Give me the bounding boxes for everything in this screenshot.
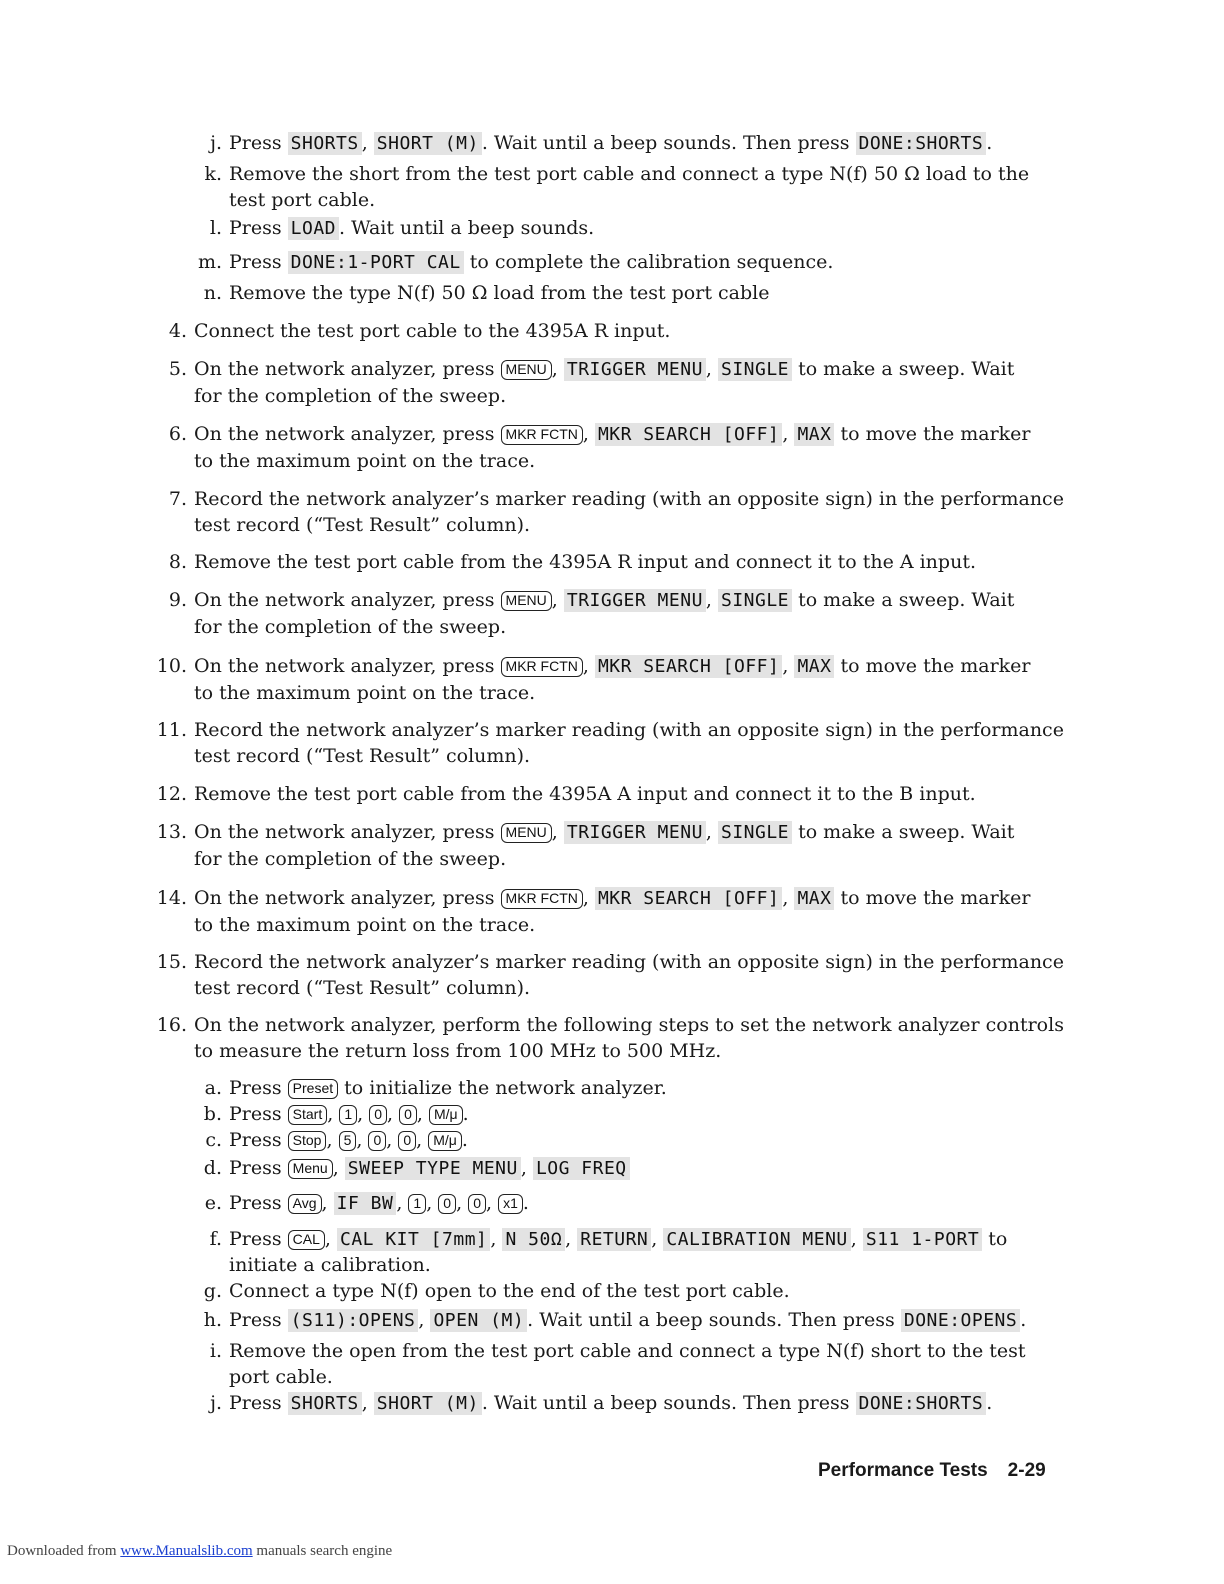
text-run: , bbox=[490, 1228, 503, 1250]
text-run: , bbox=[386, 1129, 399, 1151]
step-text-line bbox=[229, 188, 375, 212]
text-run: Press bbox=[229, 1077, 288, 1099]
softkey-label: TRIGGER MENU bbox=[564, 589, 706, 612]
hardkey-label: MENU bbox=[501, 591, 552, 611]
download-prefix: Downloaded from bbox=[7, 1543, 121, 1559]
softkey-label: N 50Ω bbox=[502, 1228, 565, 1251]
text-run: , bbox=[387, 1103, 400, 1125]
softkey-label: SINGLE bbox=[718, 821, 792, 844]
text-run: initiate a calibration. bbox=[229, 1254, 431, 1276]
text-run: Record the network analyzer’s marker reading (with an opposite sign) in the performance bbox=[194, 951, 1064, 973]
text-run: , bbox=[361, 132, 374, 154]
step-text-line bbox=[194, 588, 1014, 613]
step-label: h. bbox=[203, 1309, 222, 1331]
text-run: , bbox=[416, 1103, 429, 1125]
hardkey-label: Preset bbox=[288, 1079, 338, 1099]
step-text-line bbox=[229, 1339, 1026, 1363]
text-run: Press bbox=[229, 1157, 288, 1179]
text-run: Remove the open from the test port cable and connect a type N(f) short to the test bbox=[229, 1340, 1026, 1362]
text-run: Connect a type N(f) open to the end of the test port cable. bbox=[229, 1280, 790, 1302]
step-label: 9. bbox=[168, 589, 187, 611]
step-text-line bbox=[229, 1128, 468, 1152]
text-run: , bbox=[321, 1192, 334, 1214]
step-label: k. bbox=[204, 163, 222, 185]
text-run: . Wait until a beep sounds. Then press bbox=[527, 1309, 901, 1331]
text-run: for the completion of the sweep. bbox=[194, 385, 507, 407]
softkey-label: S11 1-PORT bbox=[863, 1228, 982, 1251]
text-run: Remove the test port cable from the 4395A A input and connect it to the B input. bbox=[194, 783, 976, 805]
step-label: 10. bbox=[156, 655, 187, 677]
text-run: Press bbox=[229, 1103, 288, 1125]
text-run: On the network analyzer, press bbox=[194, 821, 501, 843]
step-text-line bbox=[194, 718, 1064, 742]
step-text-line bbox=[229, 216, 594, 241]
text-run: , bbox=[326, 1129, 339, 1151]
text-run: for the completion of the sweep. bbox=[194, 616, 507, 638]
text-run: to complete the calibration sequence. bbox=[463, 251, 834, 273]
text-run: , bbox=[396, 1192, 409, 1214]
page-number: 2-29 bbox=[1007, 1460, 1046, 1481]
step-text-line bbox=[194, 950, 1064, 974]
text-run: , bbox=[520, 1157, 533, 1179]
text-run: , bbox=[705, 589, 718, 611]
text-run: . Wait until a beep sounds. Then press bbox=[481, 1392, 856, 1414]
text-run: , bbox=[324, 1228, 337, 1250]
softkey-label: LOG FREQ bbox=[533, 1157, 630, 1180]
text-run: Press bbox=[229, 1309, 288, 1331]
text-run: . bbox=[1020, 1309, 1027, 1331]
hardkey-label: 5 bbox=[339, 1131, 357, 1151]
step-label: n. bbox=[203, 282, 222, 304]
step-text-line bbox=[194, 1013, 1064, 1037]
text-run: , bbox=[327, 1103, 340, 1125]
download-notice bbox=[7, 1543, 392, 1560]
text-run: , bbox=[651, 1228, 664, 1250]
text-run: Press bbox=[229, 1192, 288, 1214]
step-text-line bbox=[229, 250, 833, 275]
text-run: to the maximum point on the trace. bbox=[194, 450, 536, 472]
step-text-line bbox=[194, 513, 530, 537]
text-run: Press bbox=[229, 1228, 288, 1250]
softkey-label: DONE:1-PORT CAL bbox=[288, 251, 464, 274]
text-run: , bbox=[782, 887, 795, 909]
step-text-line bbox=[229, 1308, 1026, 1333]
softkey-label: DONE:SHORTS bbox=[856, 1392, 987, 1415]
step-text-line bbox=[229, 1253, 431, 1277]
softkey-label: SHORT (M) bbox=[374, 132, 482, 155]
text-run: , bbox=[356, 1129, 369, 1151]
step-label: 16. bbox=[156, 1014, 187, 1036]
hardkey-label: M/μ bbox=[429, 1105, 463, 1125]
softkey-label: SHORTS bbox=[288, 132, 362, 155]
text-run: , bbox=[456, 1192, 469, 1214]
text-run: to make a sweep. Wait bbox=[792, 589, 1015, 611]
text-run: . bbox=[461, 1129, 468, 1151]
step-text-line bbox=[229, 1191, 529, 1216]
step-text-line bbox=[229, 1156, 630, 1181]
softkey-label: MKR SEARCH [OFF] bbox=[595, 423, 782, 446]
step-text-line bbox=[194, 615, 506, 639]
softkey-label: (S11):OPENS bbox=[288, 1309, 419, 1332]
text-run: , bbox=[582, 655, 595, 677]
text-run: On the network analyzer, press bbox=[194, 655, 501, 677]
hardkey-label: 1 bbox=[408, 1194, 426, 1214]
text-run: On the network analyzer, perform the following steps to set the network analyzer controls bbox=[194, 1014, 1064, 1036]
step-label: e. bbox=[204, 1192, 222, 1214]
text-run: to make a sweep. Wait bbox=[792, 821, 1015, 843]
text-run: . Wait until a beep sounds. Then press bbox=[481, 132, 856, 154]
hardkey-label: MENU bbox=[501, 360, 552, 380]
text-run: , bbox=[416, 1129, 429, 1151]
step-label: g. bbox=[203, 1280, 222, 1302]
text-run: test record (“Test Result” column). bbox=[194, 514, 531, 536]
text-run: On the network analyzer, press bbox=[194, 589, 501, 611]
step-text-line bbox=[194, 384, 506, 408]
text-run: to initialize the network analyzer. bbox=[338, 1077, 667, 1099]
manualslib-link[interactable]: www.Manualslib.com bbox=[120, 1543, 253, 1559]
step-label: 4. bbox=[168, 320, 187, 342]
step-text-line bbox=[194, 886, 1031, 911]
hardkey-label: 0 bbox=[368, 1131, 386, 1151]
step-label: l. bbox=[209, 217, 222, 239]
text-run: to move the marker bbox=[834, 655, 1031, 677]
text-run: to move the marker bbox=[834, 423, 1031, 445]
softkey-label: SINGLE bbox=[718, 358, 792, 381]
text-run: , bbox=[485, 1192, 499, 1214]
hardkey-label: 0 bbox=[468, 1194, 486, 1214]
text-run: , bbox=[565, 1228, 578, 1250]
footer-section-title: Performance Tests bbox=[818, 1460, 988, 1481]
step-text-line bbox=[229, 281, 769, 305]
softkey-label: IF BW bbox=[334, 1192, 397, 1215]
text-run: , bbox=[551, 358, 564, 380]
text-run: Press bbox=[229, 1392, 288, 1414]
softkey-label: SHORT (M) bbox=[374, 1392, 482, 1415]
step-text-line bbox=[229, 1279, 790, 1303]
text-run: test record (“Test Result” column). bbox=[194, 745, 531, 767]
text-run: , bbox=[361, 1392, 374, 1414]
text-run: , bbox=[426, 1192, 439, 1214]
softkey-label: TRIGGER MENU bbox=[564, 358, 706, 381]
text-run: to move the marker bbox=[834, 887, 1031, 909]
step-text-line bbox=[229, 1076, 667, 1100]
download-suffix: manuals search engine bbox=[252, 1543, 393, 1559]
softkey-label: MKR SEARCH [OFF] bbox=[595, 887, 782, 910]
step-label: 12. bbox=[156, 783, 187, 805]
step-label: 5. bbox=[168, 358, 187, 380]
hardkey-label: Avg bbox=[288, 1194, 322, 1214]
text-run: Remove the test port cable from the 4395A R input and connect it to the A input. bbox=[194, 551, 976, 573]
text-run: On the network analyzer, press bbox=[194, 423, 501, 445]
softkey-label: MKR SEARCH [OFF] bbox=[595, 655, 782, 678]
softkey-label: SHORTS bbox=[288, 1392, 362, 1415]
step-label: 15. bbox=[156, 951, 187, 973]
hardkey-label: MKR FCTN bbox=[501, 657, 583, 677]
text-run: , bbox=[582, 887, 595, 909]
hardkey-label: Start bbox=[288, 1105, 328, 1125]
hardkey-label: MENU bbox=[501, 823, 552, 843]
step-text-line bbox=[194, 820, 1014, 845]
step-text-line bbox=[194, 357, 1014, 382]
step-label: a. bbox=[204, 1077, 222, 1099]
step-label: 8. bbox=[168, 551, 187, 573]
text-run: to bbox=[982, 1228, 1008, 1250]
step-text-line bbox=[229, 1102, 469, 1126]
text-run: port cable. bbox=[229, 1366, 333, 1388]
text-run: , bbox=[582, 423, 595, 445]
text-run: . bbox=[462, 1103, 469, 1125]
text-run: . Wait until a beep sounds. bbox=[339, 217, 595, 239]
hardkey-label: 0 bbox=[399, 1105, 417, 1125]
step-label: b. bbox=[203, 1103, 222, 1125]
text-run: , bbox=[357, 1103, 370, 1125]
text-run: , bbox=[705, 358, 718, 380]
hardkey-label: Stop bbox=[288, 1131, 327, 1151]
text-run: Remove the short from the test port cable and connect a type N(f) 50 Ω load to the bbox=[229, 163, 1030, 185]
softkey-label: DONE:OPENS bbox=[901, 1309, 1020, 1332]
step-text-line bbox=[194, 1039, 721, 1063]
softkey-label: SINGLE bbox=[718, 589, 792, 612]
step-text-line bbox=[229, 1365, 333, 1389]
step-label: j. bbox=[210, 1392, 222, 1414]
softkey-label: OPEN (M) bbox=[430, 1309, 527, 1332]
step-label: 14. bbox=[156, 887, 187, 909]
step-label: c. bbox=[205, 1129, 222, 1151]
hardkey-label: 0 bbox=[438, 1194, 456, 1214]
step-text-line bbox=[194, 847, 506, 871]
text-run: to the maximum point on the trace. bbox=[194, 914, 536, 936]
text-run: , bbox=[782, 423, 795, 445]
step-label: 7. bbox=[168, 488, 187, 510]
text-run: Record the network analyzer’s marker reading (with an opposite sign) in the performance bbox=[194, 719, 1064, 741]
text-run: to measure the return loss from 100 MHz to 500 MHz. bbox=[194, 1040, 722, 1062]
hardkey-label: Menu bbox=[288, 1159, 333, 1179]
text-run: , bbox=[418, 1309, 431, 1331]
text-run: , bbox=[332, 1157, 345, 1179]
text-run: , bbox=[850, 1228, 863, 1250]
text-run: , bbox=[782, 655, 795, 677]
step-text-line bbox=[229, 162, 1029, 186]
softkey-label: SWEEP TYPE MENU bbox=[345, 1157, 521, 1180]
hardkey-label: x1 bbox=[498, 1194, 523, 1214]
step-text-line bbox=[194, 654, 1031, 679]
step-text-line bbox=[194, 422, 1031, 447]
softkey-label: MAX bbox=[794, 887, 834, 910]
step-text-line bbox=[194, 913, 535, 937]
hardkey-label: 0 bbox=[398, 1131, 416, 1151]
text-run: . bbox=[986, 1392, 993, 1414]
text-run: Press bbox=[229, 132, 288, 154]
text-run: Record the network analyzer’s marker reading (with an opposite sign) in the performance bbox=[194, 488, 1064, 510]
step-text-line bbox=[194, 681, 535, 705]
hardkey-label: 1 bbox=[339, 1105, 357, 1125]
step-text-line bbox=[229, 1391, 992, 1416]
step-label: 11. bbox=[156, 719, 187, 741]
text-run: On the network analyzer, press bbox=[194, 887, 501, 909]
step-text-line bbox=[194, 449, 535, 473]
step-text-line bbox=[194, 976, 530, 1000]
hardkey-label: MKR FCTN bbox=[501, 425, 583, 445]
step-text-line bbox=[194, 744, 530, 768]
text-run: test record (“Test Result” column). bbox=[194, 977, 531, 999]
softkey-label: DONE:SHORTS bbox=[856, 132, 987, 155]
softkey-label: MAX bbox=[794, 423, 834, 446]
hardkey-label: M/μ bbox=[428, 1131, 462, 1151]
softkey-label: TRIGGER MENU bbox=[564, 821, 706, 844]
step-text-line bbox=[194, 319, 670, 343]
softkey-label: CALIBRATION MENU bbox=[663, 1228, 850, 1251]
text-run: On the network analyzer, press bbox=[194, 358, 501, 380]
step-label: d. bbox=[203, 1157, 222, 1179]
step-text-line bbox=[229, 1227, 1007, 1252]
text-run: , bbox=[551, 589, 564, 611]
text-run: Press bbox=[229, 1129, 288, 1151]
hardkey-label: 0 bbox=[369, 1105, 387, 1125]
softkey-label: MAX bbox=[794, 655, 834, 678]
softkey-label: LOAD bbox=[288, 217, 339, 240]
text-run: , bbox=[705, 821, 718, 843]
text-run: . bbox=[522, 1192, 529, 1214]
softkey-label: CAL KIT [7mm] bbox=[337, 1228, 490, 1251]
text-run: , bbox=[551, 821, 564, 843]
hardkey-label: CAL bbox=[288, 1230, 325, 1250]
step-label: f. bbox=[209, 1228, 222, 1250]
step-text-line bbox=[194, 487, 1064, 511]
step-label: m. bbox=[197, 251, 222, 273]
step-label: j. bbox=[210, 132, 222, 154]
text-run: Press bbox=[229, 251, 288, 273]
text-run: to the maximum point on the trace. bbox=[194, 682, 536, 704]
step-text-line bbox=[194, 550, 976, 574]
step-label: 6. bbox=[168, 423, 187, 445]
step-text-line bbox=[229, 131, 992, 156]
step-text-line bbox=[194, 782, 976, 806]
step-label: i. bbox=[209, 1340, 222, 1362]
text-run: Remove the type N(f) 50 Ω load from the test port cable bbox=[229, 282, 770, 304]
text-run: . bbox=[986, 132, 993, 154]
text-run: Press bbox=[229, 217, 288, 239]
page-footer bbox=[818, 1460, 1046, 1482]
text-run: to make a sweep. Wait bbox=[792, 358, 1015, 380]
text-run: for the completion of the sweep. bbox=[194, 848, 507, 870]
step-label: 13. bbox=[156, 821, 187, 843]
text-run: Connect the test port cable to the 4395A R input. bbox=[194, 320, 671, 342]
softkey-label: RETURN bbox=[577, 1228, 651, 1251]
text-run: test port cable. bbox=[229, 189, 376, 211]
hardkey-label: MKR FCTN bbox=[501, 889, 583, 909]
